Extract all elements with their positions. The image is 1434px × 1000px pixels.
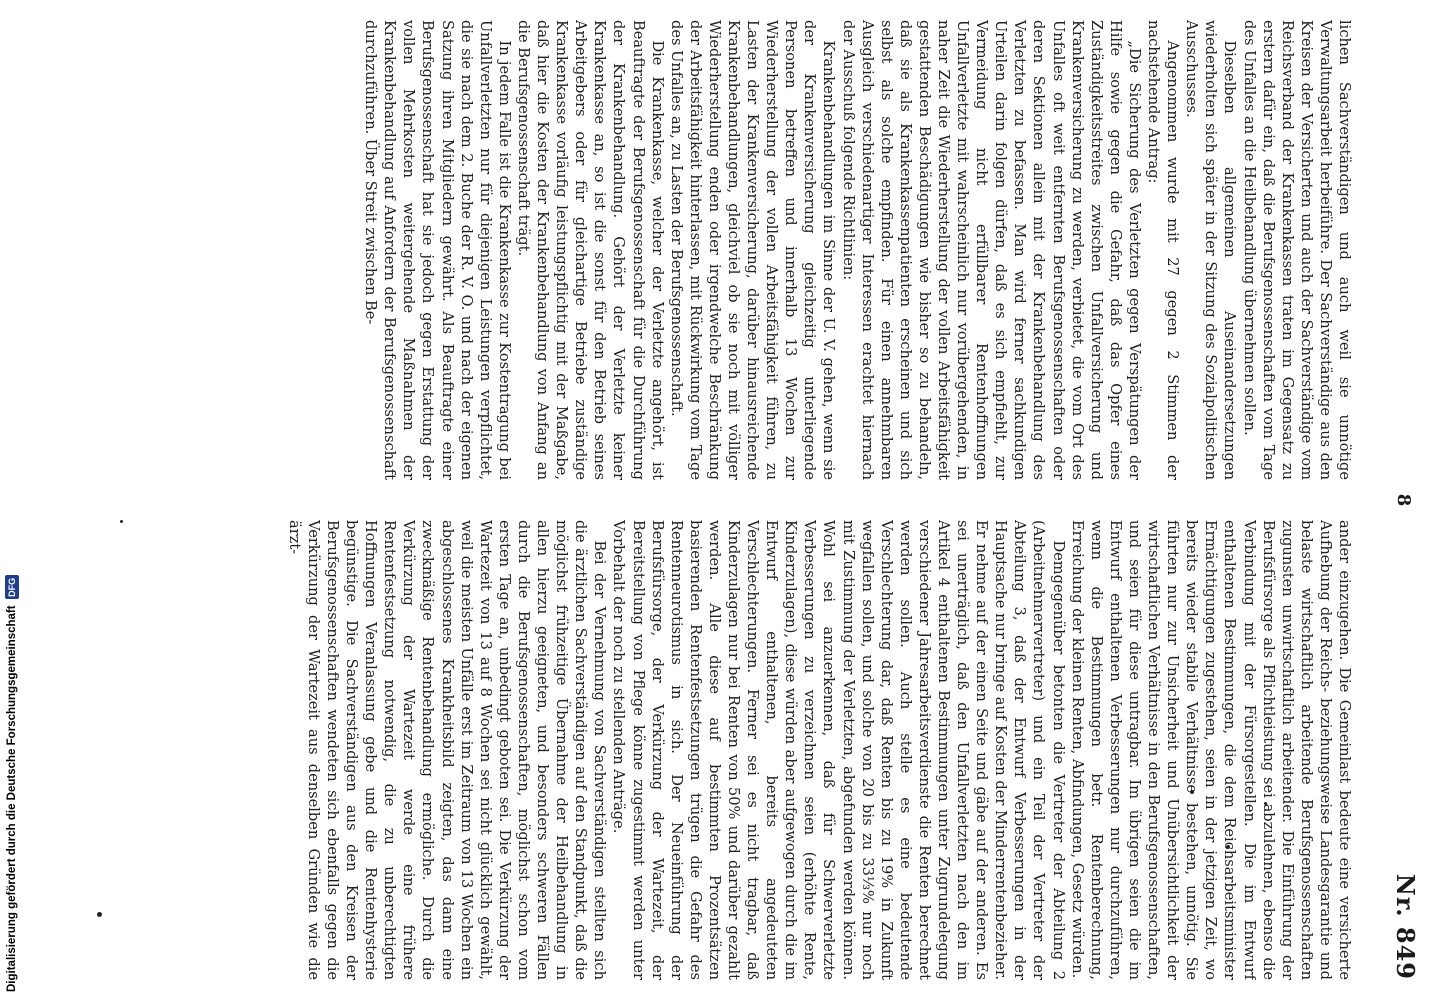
dfg-logo-icon: DFG [5, 575, 19, 599]
paragraph: „Die Sicherung des Verletzten gegen Verspätungen der Hilfe sowie gegen die Gefahr, daß das Opfer eines Zuständigkeitsstreites zwischen Unfallversicherung und Krankenversicherung zu werden, verbietet, die vom Ort des Unfalles oft weit entfernten Berufsgenossenschaften oder deren Sektionen allein mit der Krankenbehandlung des Verletzten zu befassen. Man wird ferner sachkundigen Urteilen darin folgen dürfen, daß es sich empfiehlt, zur Vermeidung nicht erfüllbarer Rentenhoffnungen Unfallverletzte mit wahrscheinlich nur vorübergehenden, in naher Zeit die Wiederherstellung der vollen Arbeitsfähigkeit gestattenden Beschädigungen wie bisher so zu behandeln, daß sie als Krankenkassenpatienten erscheinen und sich selbst als solche empfinden. Für einen annehmbaren Ausgleich verschiedenartiger Interessen erachtet hiernach der Ausschuß folgende Richtlinien: [839, 20, 1143, 480]
digitization-notice-text: Digitalisierung gefördert durch die Deutsche Forschungsgemeinschaft [6, 605, 18, 992]
paragraph: Dieselben allgemeinen Auseinandersetzungen wiederholten sich später in der Sitzung des Sozialpolitischen Ausschusses. [1183, 20, 1239, 480]
paragraph: Die Krankenkasse, welcher der Verletzte angehört, ist Beauftragte der Berufsgenossenschaft für die Durchführung der Krankenbehandlung. Gehört der Verletzte keiner Krankenkasse an, so ist die sonst für den Betrieb seines Arbeitgebers oder für gleichartige Betriebe zuständige Krankenkasse vorläufig leistungspflichtig mit der Maßgabe, daß hier die Kosten der Krankenbehandlung von Anfang an die Berufsgenossenschaft trägt. [514, 20, 666, 480]
paragraph: Krankenbehandlungen im Sinne der U. V. gehen, wenn sie der Krankenversicherung gleichzeitig unterliegende Personen betreffen und innerhalb 13 Wochen zur Wiederherstellung der vollen Arbeitsfähigkeit führen, zu Lasten der Krankenversicherung, darüber hinausreichende Krankenbehandlungen, gleichviel ob sie noch mit völliger Wiederherstellung enden oder irgendwelche Beschränkung der Arbeitsfähigkeit hinterlassen, mit Rückwirkung vom Tage des Unfalles an, zu Lasten der Berufsgenossenschaft. [667, 20, 838, 480]
paragraph: Demgegenüber betonten die Vertreter der Abteilung 2 (Arbeitnehmervertreter) und ein Teil der Vertreter der Abteilung 3, daß der Entwurf Verbesserungen in der Hauptsache nur bringe auf Kosten der Minderrentenbezieher. Er nehme auf der einen Seite und gäbe auf der anderen. Es sei unerträglich, daß den Unfallverletzten nach den im Artikel 4 enthaltenen Bestimmungen unter Zugrundelegung verschiedener Jahresarbeitsverdienste die Renten berechnet werden sollen. Auch stelle es eine bedeutende Verschlechterung dar, daß Renten bis zu 19% in Zukunft wegfallen sollen, und solche von 20 bis zu 33⅓% nur noch mit Zustimmung der Verletzten, abgefunden werden können. Wohl sei anzuerkennen, daß für Schwerverletzte Verbesserungen zu verzeichnen seien (erhöhte Rente, Kinderzulagen), diese würden aber aufgewogen durch die im Entwurf enthaltenen, bereits angedeuteten Verschlechterungen. Ferner sei es nicht tragbar, daß Kinderzulagen nur bei Renten von 50% und darüber gezahlt werden. Alle diese auf bestimmten Prozentsätzen basierenden Rentenfestsetzungen trügen die Gefahr des Rentenneurotismus in sich. Der Neueinführung der Berufsfürsorge, der Verkürzung der Wartezeit, der Bereitstellung von Pflege könne zugestimmt werden unter Vorbehalt der noch zu stellenden Anträge. [610, 520, 1067, 980]
page-number: 8 [1393, 493, 1414, 507]
paragraph: Bei der Vernehmung von Sachverständigen stellten sich die ärztlichen Sachverständigen auf den Standpunkt, daß die möglichst frühzeitige Übernahme der Heilbehandlung in allen hierzu geeigneten, und besonders schweren Fällen durch die Berufsgenossenschaften, möglichst schon vom ersten Tage an, unbedingt geboten sei. Die Verkürzung der Wartezeit von 13 auf 8 Wochen sei nicht glücklich gewählt, weil die meisten Unfälle erst im Zeitraum von 13 Wochen ein abgeschlossenes Krankheitsbild zeigten, das dann eine zweckmäßige Rentenbehandlung ermögliche. Durch die Verkürzung der Wartezeit werde eine frühere Rentenfestsetzung notwendig, die zu unberechtigten Hoffnungen Veranlassung gebe und die Rentenhysterie begünstige. Die Sachverständigen aus den Kreisen der Berufsgenossenschaften wendeten sich ebenfalls gegen die Verkürzung der Wartezeit aus denselben Gründen wie die ärzt- [285, 520, 609, 980]
paragraph: Angenommen wurde mit 27 gegen 2 Stimmen der nachstehende Antrag: [1145, 20, 1182, 480]
paragraph: lichen Sachverständigen und auch weil sie unnötige Verwaltungsarbeit herbeiführe. Der Sachverständige aus den Kreisen der Versicherten und auch der Sachverständige vom Reichsverband der Krankenkassen traten im Gegensatz zu erstern dafür ein, daß die Berufsgenossenschaften vom Tage des Unfalles an die Heilbehandlung übernehmen sollen. [1240, 20, 1353, 480]
paragraph: In jedem Falle ist die Krankenkasse zur Kostentragung bei Unfallverletzten nur für diejenigen Leistungen verpflichtet, die sie nach dem 2. Buche der R. V. O. und nach der eigenen Satzung ihren Mitgliedern gewährt. Als Beauftragte einer Berufsgenossenschaft hat sie jedoch gegen Erstattung der vollen Mehrkosten weitergehende Maßnahmen der Krankenbehandlung auf Anfordern der Berufsgenossenschaft durchzuführen. Über Streit zwischen Be- [362, 20, 513, 480]
paragraph: ander einzugehen. Die Gemeinlast bedeute eine versicherte Aufhebung der Reichs- beziehungsweise Landesgarantie und belaste wirtschaftlich arbeitende Berufsgenossenschaften zugunsten unwirtschaftlich arbeitender. Die Einführung der Berufsfürsorge als Pflichtleistung sei abzulehnen, ebenso die Verbindung mit der Fürsorgestellen. Die im Entwurf enthaltenen Bestimmungen, die dem Reichsarbeitsminister Ermächtigungen zugestehen, seien in der jetzigen Zeit, wo bereits wieder stabile Verhältnisse bestehen, unnötig. Sie führten nur zur Unsicherheit und Unübersichtlichkeit der wirtschaftlichen Verhältnisse in den Berufsgenossenschaften, und seien für diese untragbar. Im übrigen seien die im Entwurf enthaltenen Verbesserungen nur durchzuführen, wenn die Bestimmungen betr. Rentenberechnung, Erreichung der kleinen Renten, Abfindungen, Gesetz würden. [1068, 520, 1353, 980]
text-column-left [84, 20, 1354, 480]
text-column-right [84, 520, 1354, 980]
issue-number: Nr. 849 [1391, 873, 1420, 980]
